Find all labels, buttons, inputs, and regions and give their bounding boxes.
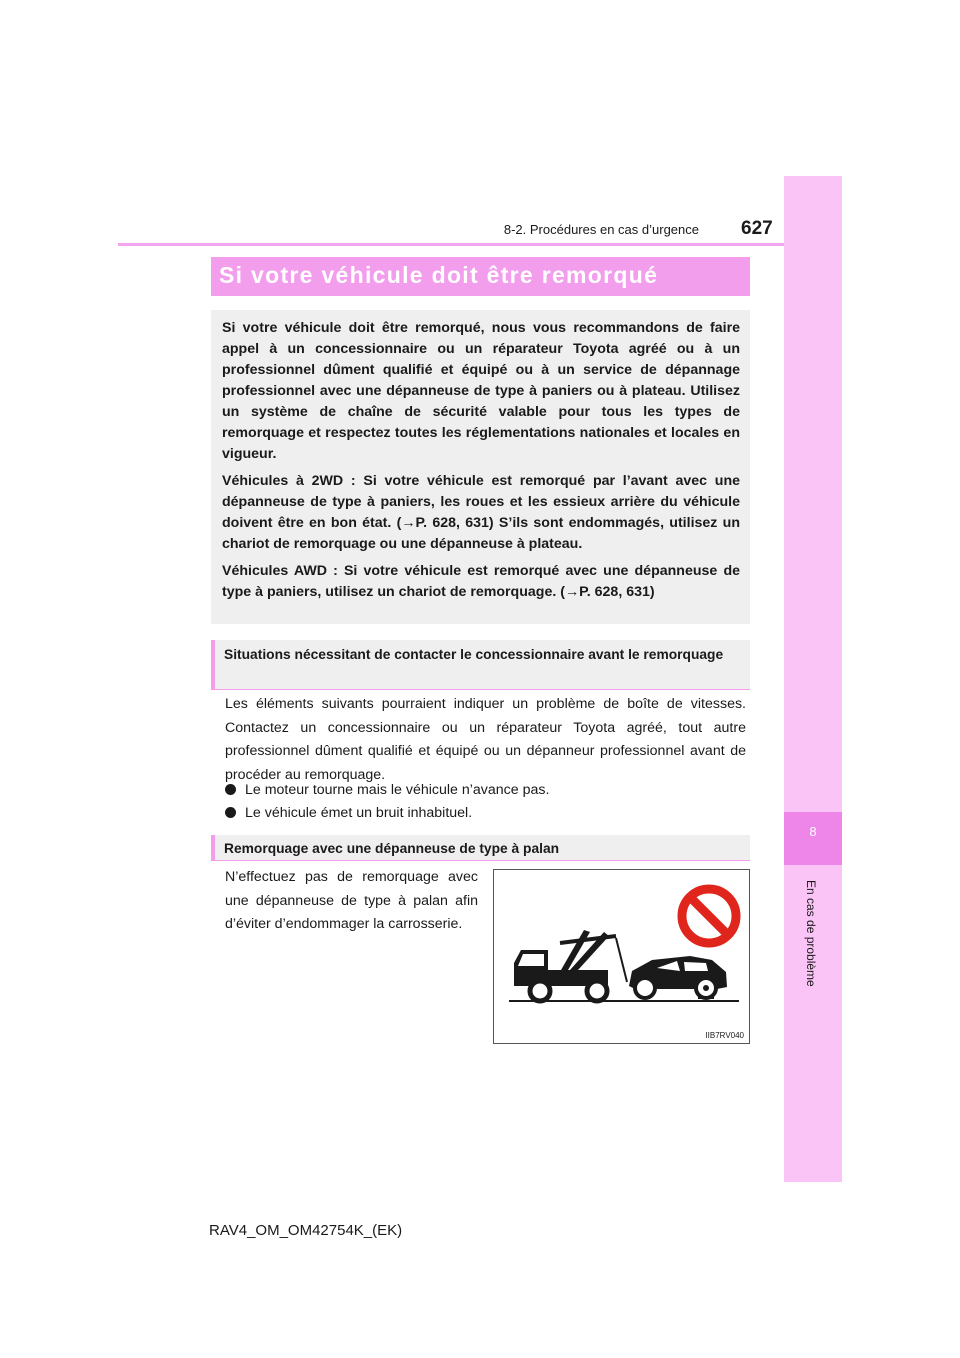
bullet-dot-icon	[225, 784, 236, 795]
section-reference: 8-2. Procédures en cas d’urgence	[503, 222, 699, 237]
tow-illustration	[494, 870, 751, 1045]
list-item	[225, 779, 745, 801]
chapter-number: 8	[809, 824, 817, 839]
intro-paragraph: Véhicules à 2WD : Si votre véhicule est remorqué par l’avant avec une dépanneuse de type à paniers, les roues et les essieux arrière du véhicule doivent être en bon état. (→P. 628, 631) S’ils sont endommagés, utilisez un chariot de remorquage ou une dépanneuse à plateau.	[222, 473, 740, 552]
page-title: Si votre véhicule doit être remorqué	[219, 262, 659, 288]
intro-box	[211, 310, 750, 624]
intro-paragraph: Si votre véhicule doit être remorqué, nous vous recommandons de faire appel à un concessionnaire ou un réparateur Toyota agréé ou à un professionnel dûment qualifié et équipé ou à un service de dépannage professionnel avec une dépanneuse de type à paniers ou à plateau. Utilisez un système de chaîne de sécurité valable pour tous les types de remorquage et respectez toutes les réglementations nationales et locales en vigueur.	[222, 320, 740, 462]
list-item-text: Le véhicule émet un bruit inhabituel.	[245, 805, 473, 821]
page-number: 627	[741, 218, 773, 239]
chapter-side-tab[interactable]	[784, 176, 842, 1182]
figure-code: IIB7RV040	[705, 1031, 744, 1040]
chapter-label: En cas de problème	[804, 880, 818, 987]
document-code: RAV4_OM_OM42754K_(EK)	[209, 1222, 403, 1239]
hoist-tow-truck-figure	[493, 869, 750, 1044]
section-heading-dealer-contact: Situations nécessitant de contacter le concessionnaire avant le remorquage	[211, 640, 750, 690]
prohibition-icon	[682, 889, 736, 943]
section-heading-hoist-towing: Remorquage avec une dépanneuse de type à palan	[211, 835, 750, 861]
header-rule	[118, 243, 840, 246]
chapter-label-wrapper	[804, 880, 824, 1000]
bullet-dot-icon	[225, 807, 236, 818]
section2-body: N’effectuez pas de remorquage avec une dépanneuse de type à palan afin d’éviter d’endommager la carrosserie.	[225, 869, 478, 932]
list-item	[225, 802, 745, 824]
towed-car-icon	[629, 956, 727, 998]
page-title-bar	[211, 257, 750, 296]
section1-body: Les éléments suivants pourraient indiquer un problème de boîte de vitesses. Contactez un concessionnaire ou un réparateur Toyota agréé, tout autre professionnel dûment qualifié et équipé ou un dépanneur professionnel avant de procéder au remorquage.	[225, 696, 746, 783]
intro-paragraph: Véhicules AWD : Si votre véhicule est remorqué avec une dépanneuse de type à paniers, utilisez un chariot de remorquage. (→P. 628, 631)	[222, 563, 740, 600]
list-item-text: Le moteur tourne mais le véhicule n’avance pas.	[245, 782, 550, 798]
